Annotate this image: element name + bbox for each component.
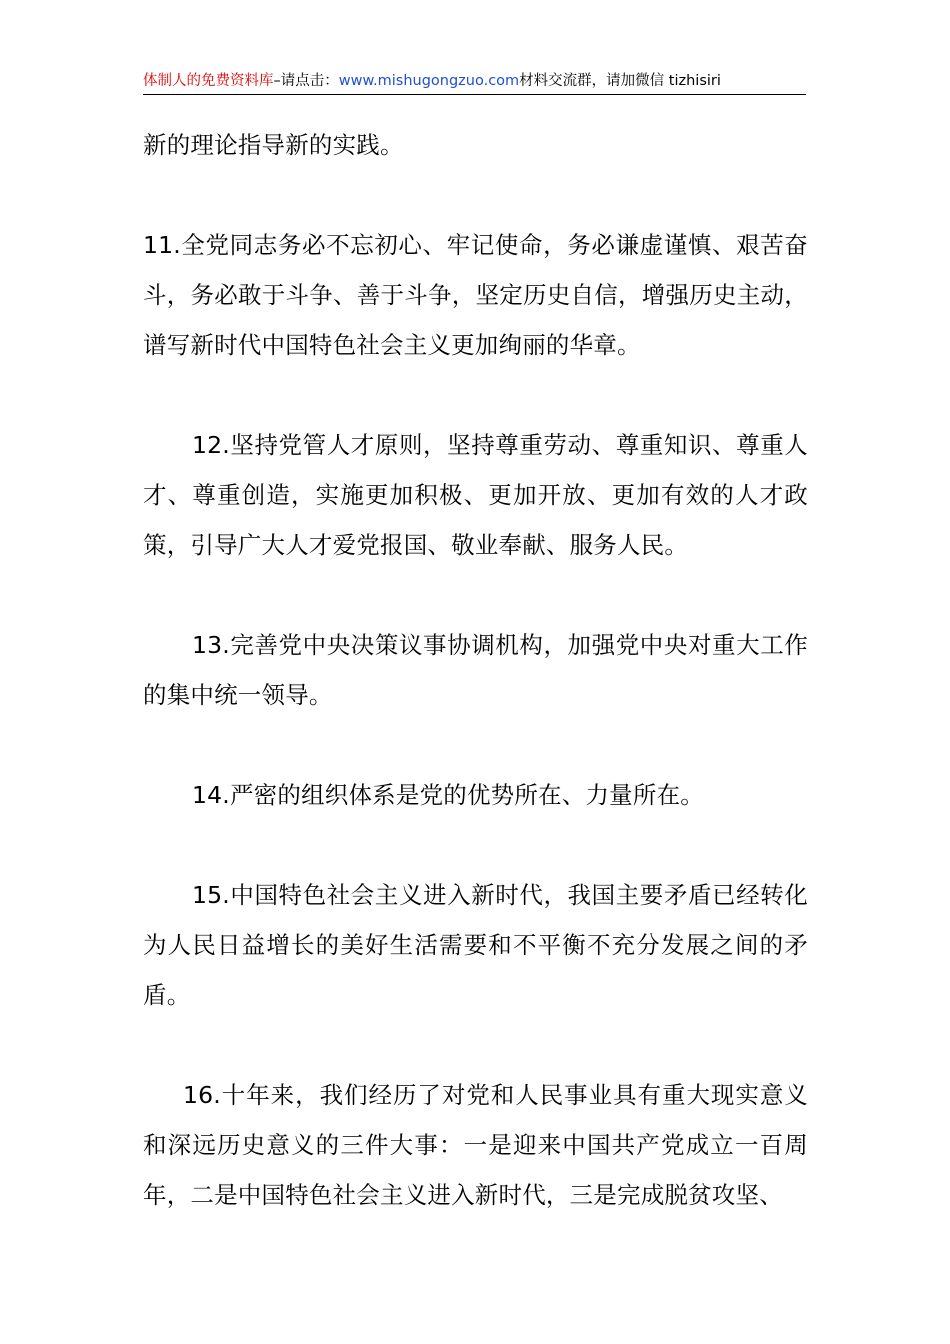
paragraph-16: 16.十年来，我们经历了对党和人民事业具有重大现实意义和深远历史意义的三件大事：一是迎来中国共产党成立一百周年，二是中国特色社会主义进入新时代，三是完成脱贫攻坚、 bbox=[143, 1081, 808, 1209]
page-header bbox=[143, 68, 806, 95]
header-contact-text: 材料交流群，请加微信 tizhisiri bbox=[519, 73, 721, 89]
header-prompt: –请点击： bbox=[273, 73, 339, 89]
paragraph-11: 11.全党同志务必不忘初心、牢记使命，务必谦虚谨慎、艰苦奋斗，务必敢于斗争、善于斗争，坚定历史自信，增强历史主动，谱写新时代中国特色社会主义更加绚丽的华章。 bbox=[143, 231, 808, 359]
paragraph-15: 15.中国特色社会主义进入新时代，我国主要矛盾已经转化为人民日益增长的美好生活需要和不平衡不充分发展之间的矛盾。 bbox=[143, 881, 808, 1009]
header-brand: 体制人的免费资料库 bbox=[143, 73, 274, 89]
paragraph-12: 12.坚持党管人才原则，坚持尊重劳动、尊重知识、尊重人才、尊重创造，实施更加积极、更加开放、更加有效的人才政策，引导广大人才爱党报国、敬业奉献、服务人民。 bbox=[143, 431, 808, 559]
paragraph-14: 14.严密的组织体系是党的优势所在、力量所在。 bbox=[192, 781, 704, 809]
paragraph-continuation: 新的理论指导新的实践。 bbox=[143, 131, 404, 159]
header-website-link[interactable]: www.mishugongzuo.com bbox=[338, 73, 520, 89]
document-body bbox=[143, 120, 808, 1220]
paragraph-13: 13.完善党中央决策议事协调机构，加强党中央对重大工作的集中统一领导。 bbox=[143, 631, 808, 709]
